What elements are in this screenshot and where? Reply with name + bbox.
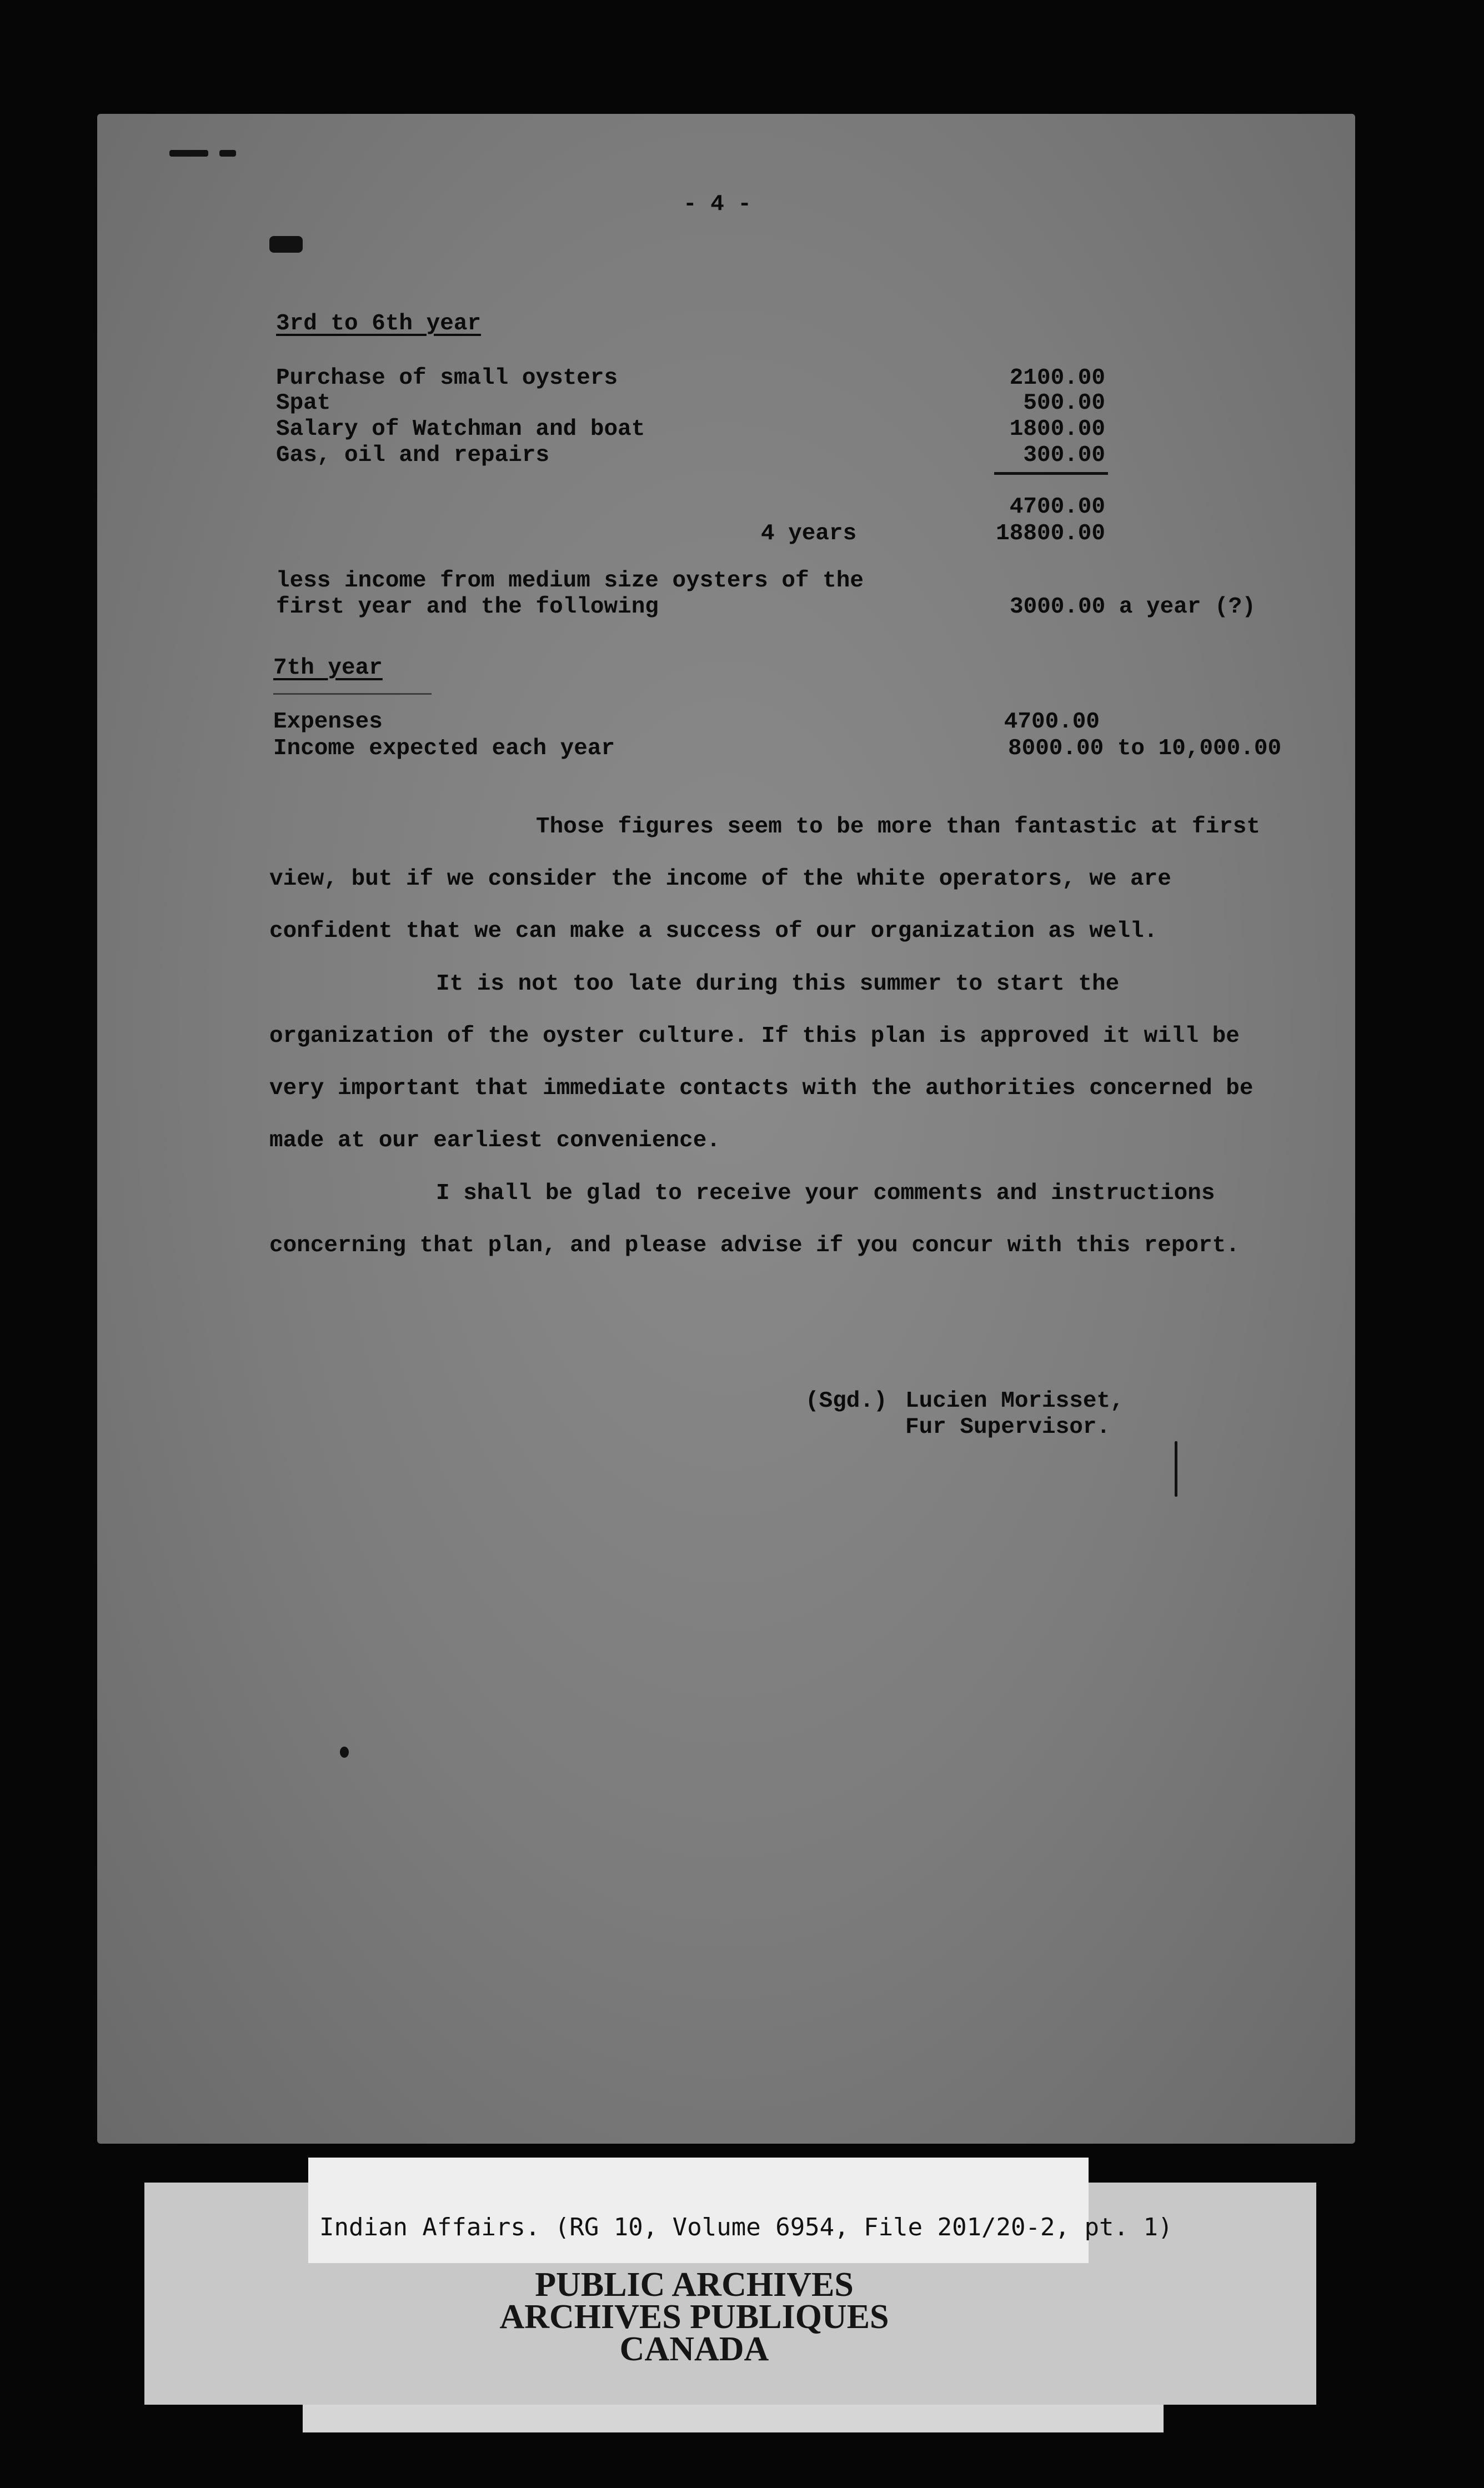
- ink-dot: [340, 1747, 349, 1758]
- paragraph-1: Those figures seem to be more than fantastic at first view, but if we consider the income of the white operators, we are confident that we can make a success of our organization as well.: [269, 814, 1261, 944]
- income-label: Income expected each year: [273, 736, 615, 761]
- public-archives-stamp: [444, 2266, 944, 2368]
- expense-amount: 300.00: [1023, 443, 1105, 468]
- expense-amount: 2100.00: [1009, 365, 1105, 391]
- archive-reference: Indian Affairs. (RG 10, Volume 6954, File 201/20-2, pt. 1): [319, 2213, 1173, 2241]
- signature-name: Lucien Morisset,: [905, 1388, 1124, 1414]
- less-income-line2: first year and the following: [276, 594, 659, 620]
- expense-label: Purchase of small oysters: [276, 365, 618, 391]
- ink-blot: [269, 236, 303, 253]
- section-heading-7th: 7th year: [273, 655, 383, 681]
- section-heading-3rd-6th: 3rd to 6th year: [276, 311, 482, 337]
- page-number: - 4 -: [683, 192, 752, 217]
- years-label: 4 years: [761, 521, 857, 546]
- expenses-label: Expenses: [273, 709, 383, 735]
- stamp-line3: CANADA: [619, 2330, 769, 2368]
- years-total: 18800.00: [996, 521, 1105, 546]
- expense-amount: 500.00: [1023, 390, 1105, 416]
- paragraph-3: I shall be glad to receive your comments and instructions concerning that plan, and please advise if you concur with this report.: [269, 1181, 1240, 1258]
- expense-label: Salary of Watchman and boat: [276, 417, 645, 442]
- expense-amount: 1800.00: [1009, 417, 1105, 442]
- signature-sgd: (Sgd.): [805, 1388, 888, 1414]
- total-rule: [994, 472, 1108, 475]
- less-income-amount: 3000.00 a year (?): [1010, 594, 1256, 620]
- paragraph-2: It is not too late during this summer to start the organization of the oyster culture. If this plan is approved it will be very important that immediate contacts with the authorities concerned be made at our earliest convenience.: [269, 971, 1254, 1153]
- expense-label: Spat: [276, 390, 331, 416]
- label-bottom-edge: [303, 2405, 1164, 2432]
- income-amount: 8000.00 to 10,000.00: [1008, 736, 1282, 761]
- archive-label-card: [308, 2158, 1089, 2263]
- stamp-line2: ARCHIVES PUBLIQUES: [499, 2298, 889, 2336]
- heading-rule: [273, 693, 432, 695]
- ink-mark: [169, 150, 208, 157]
- page-mark: [1175, 1441, 1177, 1497]
- subtotal-amount: 4700.00: [1009, 494, 1105, 520]
- expenses-amount: 4700.00: [1004, 709, 1100, 735]
- ink-mark: [219, 150, 236, 157]
- expense-label: Gas, oil and repairs: [276, 443, 550, 468]
- signature-title: Fur Supervisor.: [905, 1414, 1111, 1440]
- less-income-line1: less income from medium size oysters of the: [276, 568, 864, 594]
- stamp-line1: PUBLIC ARCHIVES: [535, 2266, 854, 2304]
